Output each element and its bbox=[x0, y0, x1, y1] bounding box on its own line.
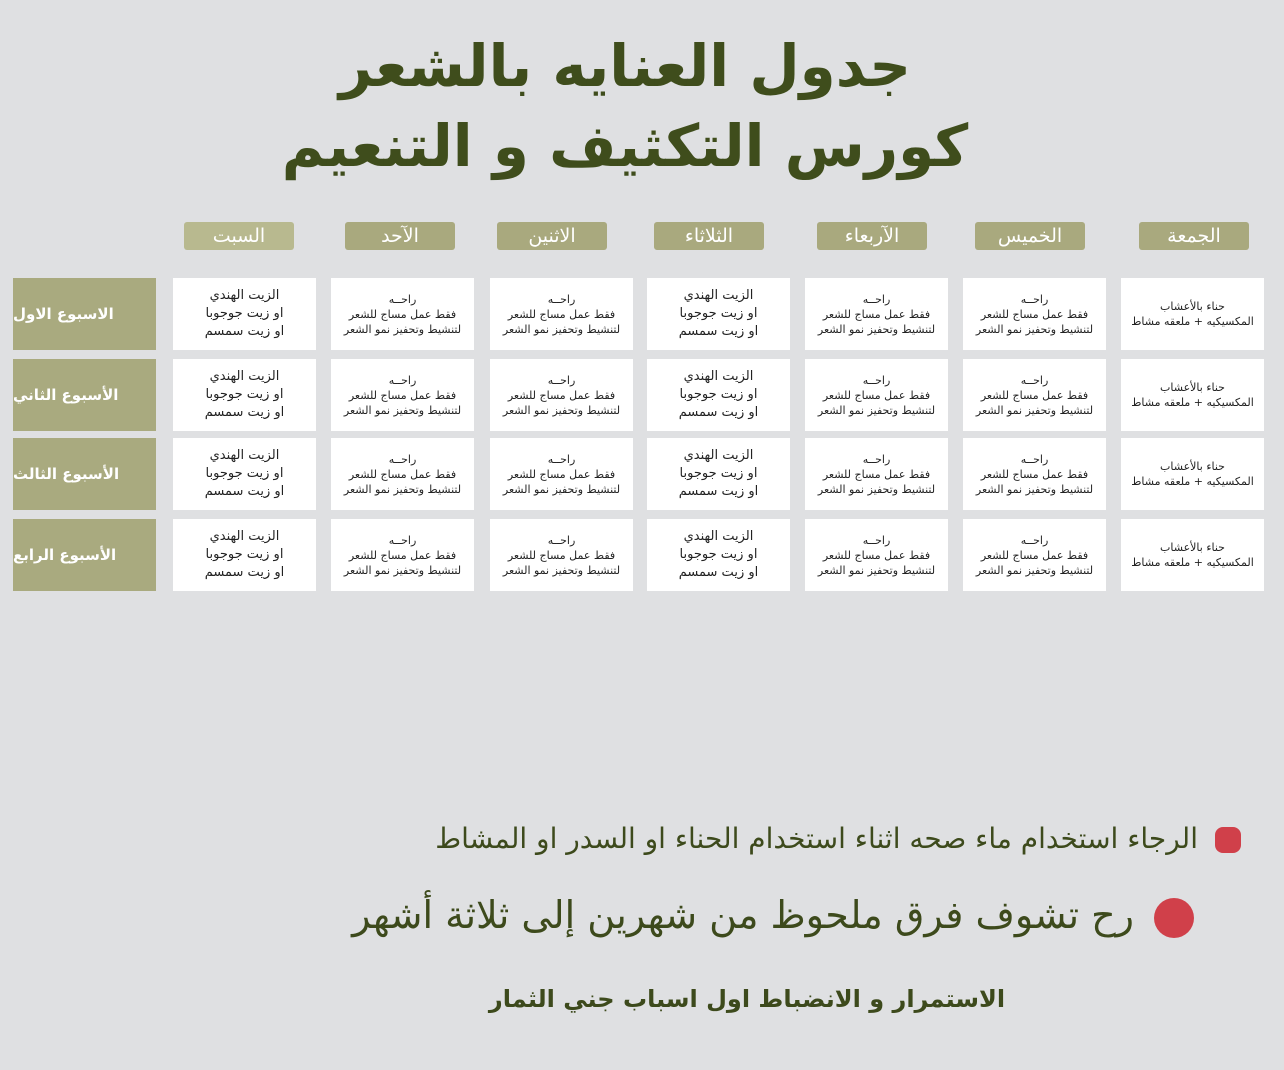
schedule-cell-oil bbox=[647, 359, 790, 431]
cell-line: راحــه bbox=[388, 533, 417, 547]
schedule-cell-rest bbox=[963, 519, 1106, 591]
cell-line: راحــه bbox=[388, 452, 417, 466]
schedule-cell-rest bbox=[331, 519, 474, 591]
schedule-cell-oil bbox=[173, 438, 316, 510]
page-subtitle: كورس التكثيف و التنعيم bbox=[281, 112, 969, 180]
cell-line: فقط عمل مساج للشعر bbox=[980, 548, 1089, 562]
cell-line: لتنشيط وتحفيز نمو الشعر bbox=[502, 563, 621, 577]
day-header-friday: الجمعة bbox=[1139, 222, 1249, 250]
cell-line: لتنشيط وتحفيز نمو الشعر bbox=[817, 403, 936, 417]
cell-line: او زيت سمسم bbox=[678, 565, 759, 580]
cell-line: فقط عمل مساج للشعر bbox=[822, 467, 931, 481]
schedule-cell-oil bbox=[173, 278, 316, 350]
schedule-cell-oil bbox=[647, 438, 790, 510]
cell-line: او زيت سمسم bbox=[204, 324, 285, 339]
cell-line: او زيت سمسم bbox=[678, 484, 759, 499]
cell-line: الزيت الهندي bbox=[209, 369, 280, 384]
cell-line: فقط عمل مساج للشعر bbox=[507, 548, 616, 562]
week-label-4: الأسبوع الرابع bbox=[13, 519, 156, 591]
cell-line: لتنشيط وتحفيز نمو الشعر bbox=[817, 563, 936, 577]
cell-line: راحــه bbox=[1020, 292, 1049, 306]
day-header-tuesday: الثلاثاء bbox=[654, 222, 764, 250]
page-title: جدول العنايه بالشعر bbox=[338, 32, 912, 100]
cell-line: راحــه bbox=[388, 292, 417, 306]
schedule-cell-henna bbox=[1121, 359, 1264, 431]
day-header-sunday: الآحد bbox=[345, 222, 455, 250]
day-header-saturday: السبت bbox=[184, 222, 294, 250]
cell-line: لتنشيط وتحفيز نمو الشعر bbox=[817, 322, 936, 336]
cell-line: فقط عمل مساج للشعر bbox=[507, 307, 616, 321]
cell-line: المكسيكيه + ملعقه مشاط bbox=[1131, 396, 1254, 409]
schedule-cell-rest bbox=[805, 519, 948, 591]
cell-line: او زيت سمسم bbox=[204, 405, 285, 420]
cell-line: الزيت الهندي bbox=[209, 288, 280, 303]
cell-line: او زيت سمسم bbox=[204, 565, 285, 580]
schedule-cell-rest bbox=[331, 438, 474, 510]
cell-line: فقط عمل مساج للشعر bbox=[348, 467, 457, 481]
cell-line: راحــه bbox=[862, 452, 891, 466]
schedule-cell-rest bbox=[331, 278, 474, 350]
cell-line: المكسيكيه + ملعقه مشاط bbox=[1131, 315, 1254, 328]
cell-line: فقط عمل مساج للشعر bbox=[348, 548, 457, 562]
cell-line: راحــه bbox=[547, 292, 576, 306]
cell-line: فقط عمل مساج للشعر bbox=[980, 307, 1089, 321]
cell-line: لتنشيط وتحفيز نمو الشعر bbox=[975, 563, 1094, 577]
schedule-cell-rest bbox=[490, 438, 633, 510]
cell-line: او زيت جوجوبا bbox=[205, 466, 284, 481]
schedule-cell-rest bbox=[963, 278, 1106, 350]
schedule-cell-rest bbox=[490, 359, 633, 431]
cell-line: الزيت الهندي bbox=[683, 288, 754, 303]
cell-line: لتنشيط وتحفيز نمو الشعر bbox=[502, 482, 621, 496]
cell-line: فقط عمل مساج للشعر bbox=[980, 467, 1089, 481]
cell-line: لتنشيط وتحفيز نمو الشعر bbox=[817, 482, 936, 496]
cell-line: او زيت جوجوبا bbox=[679, 547, 758, 562]
week-label-2: الأسبوع الثاني bbox=[13, 359, 156, 431]
week-label-1: الاسبوع الاول bbox=[13, 278, 156, 350]
schedule-cell-oil bbox=[647, 519, 790, 591]
cell-line: لتنشيط وتحفيز نمو الشعر bbox=[502, 322, 621, 336]
day-header-thursday: الخميس bbox=[975, 222, 1085, 250]
schedule-cell-rest bbox=[805, 278, 948, 350]
cell-line: او زيت سمسم bbox=[678, 324, 759, 339]
schedule-cell-rest bbox=[805, 359, 948, 431]
schedule-cell-rest bbox=[490, 278, 633, 350]
cell-line: او زيت جوجوبا bbox=[679, 306, 758, 321]
cell-line: راحــه bbox=[547, 452, 576, 466]
cell-line: او زيت جوجوبا bbox=[205, 387, 284, 402]
cell-line: راحــه bbox=[1020, 533, 1049, 547]
cell-line: فقط عمل مساج للشعر bbox=[348, 388, 457, 402]
schedule-cell-rest bbox=[490, 519, 633, 591]
cell-line: لتنشيط وتحفيز نمو الشعر bbox=[975, 482, 1094, 496]
cell-line: لتنشيط وتحفيز نمو الشعر bbox=[343, 322, 462, 336]
schedule-cell-henna bbox=[1121, 519, 1264, 591]
cell-line: فقط عمل مساج للشعر bbox=[980, 388, 1089, 402]
cell-line: لتنشيط وتحفيز نمو الشعر bbox=[502, 403, 621, 417]
cell-line: راحــه bbox=[547, 533, 576, 547]
cell-line: لتنشيط وتحفيز نمو الشعر bbox=[343, 403, 462, 417]
cell-line: لتنشيط وتحفيز نمو الشعر bbox=[975, 322, 1094, 336]
cell-line: الزيت الهندي bbox=[683, 448, 754, 463]
footer-motto: الاستمرار و الانضباط اول اسباب جني الثمار bbox=[488, 985, 1006, 1013]
day-header-wednesday: الآربعاء bbox=[817, 222, 927, 250]
schedule-cell-oil bbox=[647, 278, 790, 350]
cell-line: او زيت جوجوبا bbox=[205, 547, 284, 562]
cell-line: راحــه bbox=[862, 292, 891, 306]
schedule-cell-rest bbox=[963, 438, 1106, 510]
cell-line: الزيت الهندي bbox=[209, 448, 280, 463]
schedule-cell-rest bbox=[963, 359, 1106, 431]
cell-line: راحــه bbox=[1020, 373, 1049, 387]
cell-line: حناء بالأعشاب bbox=[1160, 541, 1225, 554]
cell-line: حناء بالأعشاب bbox=[1160, 460, 1225, 473]
note-results: رح تشوف فرق ملحوظ من شهرين إلى ثلاثة أشهر bbox=[352, 893, 1134, 937]
cell-line: فقط عمل مساج للشعر bbox=[822, 548, 931, 562]
schedule-cell-henna bbox=[1121, 278, 1264, 350]
schedule-cell-oil bbox=[173, 519, 316, 591]
cell-line: فقط عمل مساج للشعر bbox=[507, 388, 616, 402]
cell-line: او زيت سمسم bbox=[204, 484, 285, 499]
cell-line: المكسيكيه + ملعقه مشاط bbox=[1131, 475, 1254, 488]
cell-line: او زيت سمسم bbox=[678, 405, 759, 420]
cell-line: الزيت الهندي bbox=[683, 529, 754, 544]
cell-line: او زيت جوجوبا bbox=[679, 466, 758, 481]
schedule-cell-rest bbox=[331, 359, 474, 431]
week-label-3: الأسبوع الثالث bbox=[13, 438, 156, 510]
cell-line: حناء بالأعشاب bbox=[1160, 381, 1225, 394]
bullet-icon bbox=[1215, 827, 1241, 853]
cell-line: الزيت الهندي bbox=[683, 369, 754, 384]
schedule-cell-rest bbox=[805, 438, 948, 510]
cell-line: راحــه bbox=[388, 373, 417, 387]
cell-line: حناء بالأعشاب bbox=[1160, 300, 1225, 313]
cell-line: او زيت جوجوبا bbox=[205, 306, 284, 321]
cell-line: فقط عمل مساج للشعر bbox=[348, 307, 457, 321]
cell-line: راحــه bbox=[1020, 452, 1049, 466]
cell-line: لتنشيط وتحفيز نمو الشعر bbox=[343, 563, 462, 577]
cell-line: راحــه bbox=[547, 373, 576, 387]
schedule-cell-oil bbox=[173, 359, 316, 431]
cell-line: او زيت جوجوبا bbox=[679, 387, 758, 402]
cell-line: لتنشيط وتحفيز نمو الشعر bbox=[343, 482, 462, 496]
bullet-icon bbox=[1154, 898, 1194, 938]
cell-line: الزيت الهندي bbox=[209, 529, 280, 544]
schedule-cell-henna bbox=[1121, 438, 1264, 510]
cell-line: راحــه bbox=[862, 533, 891, 547]
cell-line: فقط عمل مساج للشعر bbox=[822, 307, 931, 321]
cell-line: المكسيكيه + ملعقه مشاط bbox=[1131, 556, 1254, 569]
cell-line: راحــه bbox=[862, 373, 891, 387]
cell-line: لتنشيط وتحفيز نمو الشعر bbox=[975, 403, 1094, 417]
day-header-monday: الاثنين bbox=[497, 222, 607, 250]
note-water: الرجاء استخدام ماء صحه اثناء استخدام الحناء او السدر او المشاط bbox=[435, 822, 1198, 855]
cell-line: فقط عمل مساج للشعر bbox=[507, 467, 616, 481]
cell-line: فقط عمل مساج للشعر bbox=[822, 388, 931, 402]
